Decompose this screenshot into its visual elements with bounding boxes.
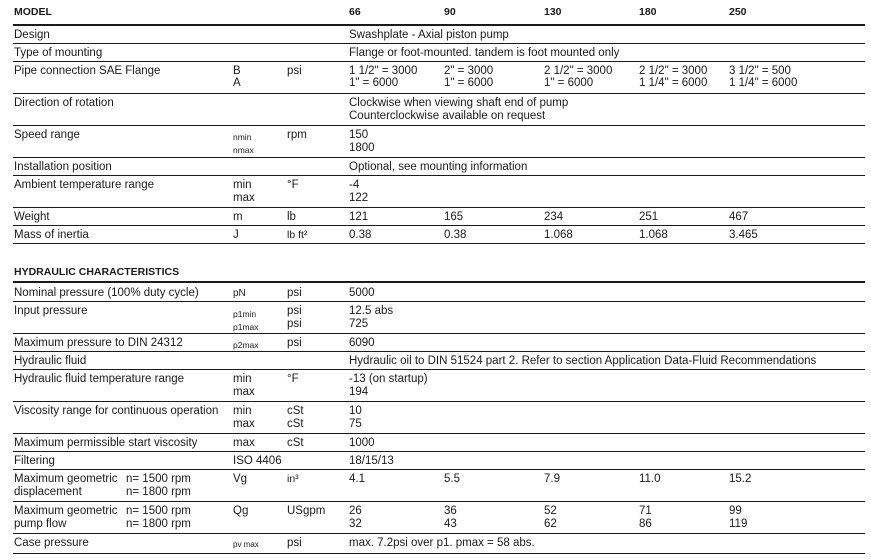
v1800-130: 62 (544, 518, 557, 530)
unit: lb (287, 211, 296, 223)
v1500-66: 26 (349, 505, 362, 517)
v1500-180: 71 (639, 505, 652, 517)
symbol-max: max (233, 192, 255, 204)
unit: psi (287, 337, 302, 349)
value-min: -4 (349, 179, 360, 191)
value-130: 1.068 (544, 229, 573, 241)
model-title: MODEL (14, 6, 52, 18)
value-66: 0.38 (349, 229, 372, 241)
label: Nominal pressure (100% duty cycle) (14, 287, 199, 299)
b-180: 2 1/2" = 3000 (639, 65, 708, 77)
row-start-viscosity (13, 434, 865, 452)
a-66: 1" = 6000 (349, 77, 399, 89)
value: 18/15/13 (349, 455, 394, 467)
row-max-pressure (13, 334, 865, 352)
unit-max: psi (287, 318, 302, 330)
unit: psi (287, 537, 302, 549)
symbol-nmin: nmin (233, 132, 252, 142)
value-180: 1.068 (639, 229, 668, 241)
label: Weight (14, 211, 50, 223)
value-line2: Counterclockwise available on request (349, 110, 546, 122)
label: Speed range (14, 129, 80, 141)
unit: rpm (287, 129, 307, 141)
label-line2: pump flow (14, 518, 67, 530)
row-case-pressure (13, 534, 865, 554)
unit: in³ (287, 473, 299, 485)
model-header (13, 2, 865, 26)
row-rotation (13, 94, 865, 126)
unit: lb ft² (287, 229, 308, 241)
value-max: 725 (349, 318, 369, 330)
label: Mass of inertia (14, 229, 89, 241)
speed-1500: n= 1500 rpm (126, 505, 191, 517)
hydraulic-header (13, 262, 865, 283)
a-180: 1 1/4" = 6000 (639, 77, 708, 89)
label: Case pressure (14, 537, 89, 549)
label: Design (14, 29, 50, 41)
value: Optional, see mounting information (349, 161, 528, 173)
row-mounting (13, 44, 865, 62)
size-250: 250 (729, 6, 747, 18)
value-250: 467 (729, 211, 749, 223)
row-inertia (13, 226, 865, 244)
label-line1: Maximum geometric (14, 473, 118, 485)
row-nominal-pressure (13, 284, 865, 302)
symbol-b: B (233, 65, 241, 77)
v1800-250: 119 (729, 518, 748, 530)
unit-min: psi (287, 305, 302, 317)
label: Maximum pressure to DIN 24312 (14, 337, 183, 349)
value-line1: Clockwise when viewing shaft end of pump (349, 97, 569, 109)
row-ambient-temp (13, 176, 865, 208)
label: Installation position (14, 161, 112, 173)
value-66: 4.1 (349, 473, 365, 485)
value: max. 7.2psi over p1. pmax = 58 abs. (349, 537, 535, 549)
label: Pipe connection SAE Flange (14, 65, 161, 77)
unit: psi (287, 287, 302, 299)
label: Direction of rotation (14, 97, 114, 109)
size-130: 130 (544, 6, 562, 18)
label: Filtering (14, 455, 55, 467)
symbol-a: A (233, 77, 241, 89)
unit: °F (287, 179, 299, 191)
label-line2: displacement (14, 486, 82, 498)
v1500-250: 99 (729, 505, 742, 517)
symbol: ISO 4406 (233, 455, 282, 467)
row-hydraulic-fluid (13, 352, 865, 370)
v1800-66: 32 (349, 518, 362, 530)
label: Viscosity range for continuous operation (14, 405, 219, 417)
symbol-max: max (233, 418, 255, 430)
row-fluid-temp (13, 370, 865, 402)
unit: cSt (287, 437, 304, 449)
b-90: 2" = 3000 (444, 65, 494, 77)
value-90: 165 (444, 211, 464, 223)
value: 1000 (349, 437, 375, 449)
a-90: 1" = 6000 (444, 77, 494, 89)
symbol: Vg (233, 473, 248, 485)
value-max: 75 (349, 418, 362, 430)
row-displacement (13, 470, 865, 502)
size-90: 90 (444, 6, 456, 18)
size-180: 180 (639, 6, 657, 18)
value-180: 11.0 (639, 473, 661, 485)
unit: USgpm (287, 505, 326, 517)
label: Ambient temperature range (14, 179, 154, 191)
symbol-min: min (233, 179, 252, 191)
label: Type of mounting (14, 47, 103, 59)
value: Swashplate - Axial piston pump (349, 29, 509, 41)
v1500-90: 36 (444, 505, 457, 517)
value-66: 121 (349, 211, 369, 223)
symbol-max: max (233, 386, 255, 398)
symbol: J (233, 229, 239, 241)
value-130: 234 (544, 211, 564, 223)
unit: °F (287, 373, 299, 385)
value-min: 10 (349, 405, 362, 417)
value-250: 3.465 (729, 229, 758, 241)
speed-1500: n= 1500 rpm (126, 473, 191, 485)
row-pipe-connection (13, 62, 865, 94)
value-130: 7.9 (544, 473, 560, 485)
b-250: 3 1/2" = 500 (729, 65, 791, 77)
unit-min: cSt (287, 405, 304, 417)
row-filtering (13, 452, 865, 470)
row-speed-range (13, 126, 865, 158)
symbol-min: min (233, 405, 252, 417)
v1800-180: 86 (639, 518, 652, 530)
label: Input pressure (14, 305, 88, 317)
value-max: 1800 (349, 142, 375, 154)
symbol: Qg (233, 505, 249, 517)
label: Maximum permissible start viscosity (14, 437, 198, 449)
label: Hydraulic fluid temperature range (14, 373, 185, 385)
v1800-90: 43 (444, 518, 457, 530)
row-pump-flow (13, 502, 865, 534)
value: 6090 (349, 337, 375, 349)
label: Hydraulic fluid (14, 355, 87, 367)
hydraulic-title: HYDRAULIC CHARACTERISTICS (14, 266, 180, 278)
value-90: 0.38 (444, 229, 467, 241)
symbol-p1min: p1min (233, 309, 257, 319)
label-line1: Maximum geometric (14, 505, 118, 517)
row-input-pressure (13, 302, 865, 334)
v1500-130: 52 (544, 505, 557, 517)
b-66: 1 1/2" = 3000 (349, 65, 418, 77)
row-weight (13, 208, 865, 226)
symbol: m (233, 211, 243, 223)
value-180: 251 (639, 211, 659, 223)
value-min: 150 (349, 129, 369, 141)
value-min: 12.5 abs (349, 305, 394, 317)
speed-1800: n= 1800 rpm (126, 518, 191, 530)
symbol: pv max (233, 540, 259, 549)
unit: psi (287, 65, 302, 77)
symbol-min: min (233, 373, 252, 385)
value-250: 15.2 (729, 473, 752, 485)
row-viscosity (13, 402, 865, 434)
symbol: max (233, 437, 255, 449)
b-130: 2 1/2" = 3000 (544, 65, 613, 77)
symbol-nmax: nmax (233, 145, 254, 155)
row-design (13, 26, 865, 44)
value: 5000 (349, 287, 375, 299)
symbol-p1max: p1max (233, 322, 259, 332)
a-250: 1 1/4" = 6000 (729, 77, 798, 89)
unit-max: cSt (287, 418, 304, 430)
symbol: pN (233, 288, 246, 299)
value-max: 122 (349, 192, 369, 204)
value-max: 194 (349, 386, 369, 398)
value: Flange or foot-mounted. tandem is foot mounted only (349, 47, 620, 59)
size-66: 66 (349, 6, 361, 18)
a-130: 1" = 6000 (544, 77, 594, 89)
row-installation (13, 158, 865, 176)
value-min: -13 (on startup) (349, 373, 428, 385)
speed-1800: n= 1800 rpm (126, 486, 191, 498)
symbol: p2max (233, 340, 259, 350)
value: Hydraulic oil to DIN 51524 part 2. Refer to section Application Data-Fluid Recommendations (349, 355, 817, 367)
value-90: 5.5 (444, 473, 460, 485)
